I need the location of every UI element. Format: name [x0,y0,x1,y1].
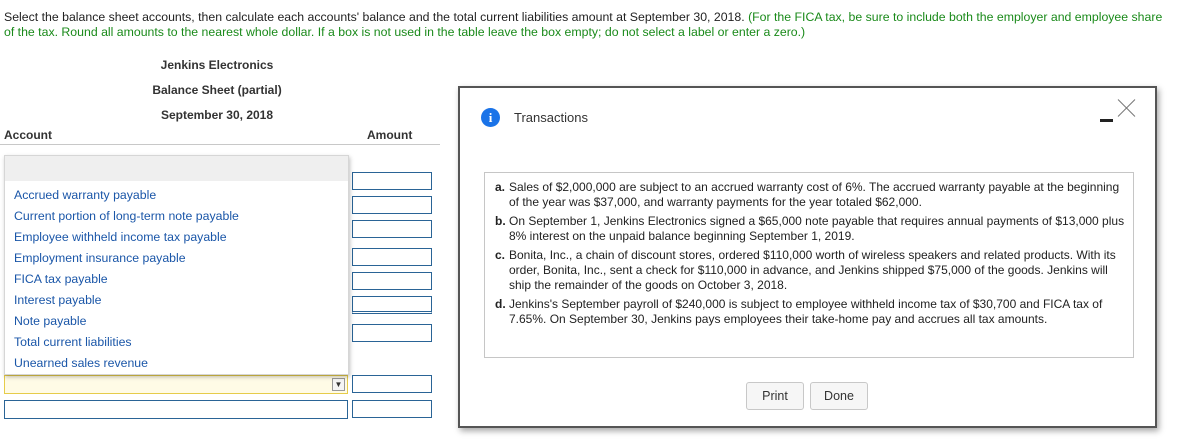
dropdown-option[interactable]: Note payable [14,314,87,328]
minimize-icon[interactable] [1100,119,1113,122]
info-icon: i [481,108,500,127]
transaction-text: Jenkins's September payroll of $240,000 is subject to employee withheld income tax of $30,700 and FICA tax of 7.65%. On September 30, Jenkins pays employees their take-home pay and accrues all tax amounts. [509,296,1103,327]
amount-input[interactable] [352,400,432,418]
dropdown-blank-option[interactable] [5,156,348,181]
header-divider [0,144,440,145]
transaction-text: Sales of $2,000,000 are subject to an accrued warranty cost of 6%. The accrued warranty payable at the beginning of the year was $37,000, and warranty payments for the year totaled $62,000. [509,180,1120,210]
dropdown-option[interactable]: Unearned sales revenue [14,356,148,370]
transactions-dialog [458,86,1157,428]
company-name: Jenkins Electronics [160,58,274,72]
dropdown-option[interactable]: Current portion of long-term note payable [14,209,239,223]
account-column-header: Account [4,128,52,142]
print-button[interactable]: Print [746,382,804,410]
dropdown-option[interactable]: Employment insurance payable [14,251,186,265]
account-select[interactable] [4,400,348,419]
amount-input[interactable] [352,220,432,238]
instructions-main: Select the balance sheet accounts, then calculate each accounts' balance and the total current liabilities amount at September 30, 2018. [4,10,745,24]
amount-input[interactable] [352,248,432,266]
amount-column-header: Amount [367,128,413,142]
dropdown-option[interactable]: Accrued warranty payable [14,188,157,202]
close-icon[interactable] [1117,98,1137,118]
statement-date: September 30, 2018 [160,108,274,122]
transaction-text: Bonita, Inc., a chain of discount stores, ordered $110,000 worth of wireless speakers and related products. With its order, Bonita, Inc., sent a check for $110,000 in advance, and Jenkins shipped $75,000 of the goods. Jenkins will ship the remainder of the goods on October 3, 2018. [509,247,1116,293]
amount-input[interactable] [352,272,432,290]
transaction-item [495,297,1125,328]
transaction-letter: a. [495,180,506,194]
dropdown-option[interactable]: Interest payable [14,293,102,307]
amount-input[interactable] [352,375,432,393]
dropdown-option[interactable]: FICA tax payable [14,272,108,286]
done-button[interactable]: Done [810,382,868,410]
statement-title: Balance Sheet (partial) [152,83,282,97]
transaction-item [495,180,1125,211]
dialog-header [460,88,1155,146]
instructions [4,10,1174,40]
dropdown-option[interactable]: Total current liabilities [14,335,132,349]
dropdown-arrow-icon[interactable]: ▼ [332,378,345,391]
transaction-item [495,248,1125,294]
amount-input-total-line[interactable] [352,296,432,314]
transaction-item [495,214,1125,245]
transaction-letter: d. [495,296,506,311]
account-select[interactable] [4,375,348,394]
amount-input[interactable] [352,324,432,342]
dialog-title: Transactions [514,110,588,125]
transaction-text: On September 1, Jenkins Electronics signed a $65,000 note payable that requires annual payments of $13,000 plus 8% interest on the unpaid balance beginning September 1, 2019. [509,213,1125,244]
instructions-hint: (For the FICA tax, be sure to include both the employer and employee share of the tax. Round all amounts to the nearest whole dollar. If a box is not used in the table leave the box empty; do not select a label or enter a zero.) [4,10,1163,39]
amount-input[interactable] [352,196,432,214]
transaction-letter: c. [495,247,506,262]
transactions-list [484,172,1134,358]
transaction-letter: b. [495,213,506,228]
dropdown-option[interactable]: Employee withheld income tax payable [14,230,227,244]
amount-input[interactable] [352,172,432,190]
account-dropdown-list[interactable] [4,155,349,375]
